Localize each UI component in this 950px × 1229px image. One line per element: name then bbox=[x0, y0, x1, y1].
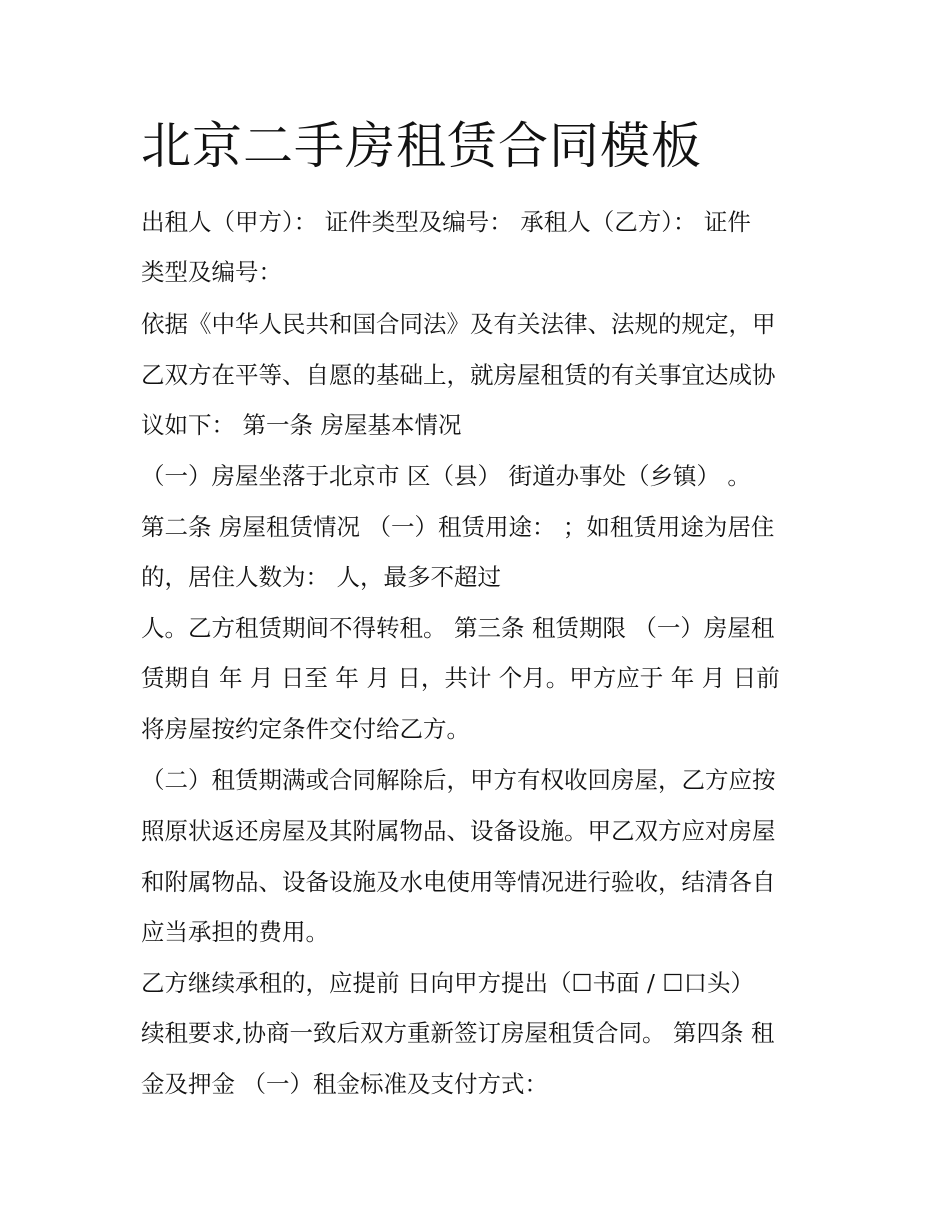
text-line: 类型及编号： bbox=[141, 258, 282, 286]
text-line: 和附属物品、设备设施及水电使用等情况进行验收，结清各自 bbox=[141, 868, 776, 896]
text-line: （一）房屋坐落于北京市 区（县） 街道办事处（乡镇） 。 bbox=[141, 462, 751, 490]
text-line: 出租人（甲方）： 证件类型及编号： 承租人（乙方）： 证件 bbox=[141, 208, 751, 236]
text-line: 金及押金 （一）租金标准及支付方式： bbox=[141, 1070, 548, 1098]
text-line: （二）租赁期满或合同解除后，甲方有权收回房屋，乙方应按 bbox=[141, 766, 776, 794]
text-line: 乙双方在平等、自愿的基础上，就房屋租赁的有关事宜达成协 bbox=[141, 361, 776, 389]
text-line: 第二条 房屋租赁情况 （一）租赁用途： ；如租赁用途为居住 bbox=[141, 513, 775, 541]
text-line: 乙方继续承租的，应提前 日向甲方提出（☐书面 / ☐口头） bbox=[141, 969, 754, 997]
text-line: 续租要求,协商一致后双方重新签订房屋租赁合同。 第四条 租 bbox=[141, 1019, 775, 1047]
text-line: 议如下： 第一条 房屋基本情况 bbox=[141, 411, 462, 439]
text-line: 应当承担的费用。 bbox=[141, 918, 329, 946]
text-line: 赁期自 年 月 日至 年 月 日，共计 个月。甲方应于 年 月 日前 bbox=[141, 664, 780, 692]
text-line: 依据《中华人民共和国合同法》及有关法律、法规的规定，甲 bbox=[141, 310, 776, 338]
text-line: 人。乙方租赁期间不得转租。 第三条 租赁期限 （一）房屋租 bbox=[141, 614, 775, 642]
text-line: 将房屋按约定条件交付给乙方。 bbox=[141, 715, 470, 743]
document-title: 北京二手房租赁合同模板 bbox=[141, 117, 702, 175]
text-line: 的，居住人数为： 人，最多不超过 bbox=[141, 563, 501, 591]
text-line: 照原状返还房屋及其附属物品、设备设施。甲乙双方应对房屋 bbox=[141, 817, 776, 845]
